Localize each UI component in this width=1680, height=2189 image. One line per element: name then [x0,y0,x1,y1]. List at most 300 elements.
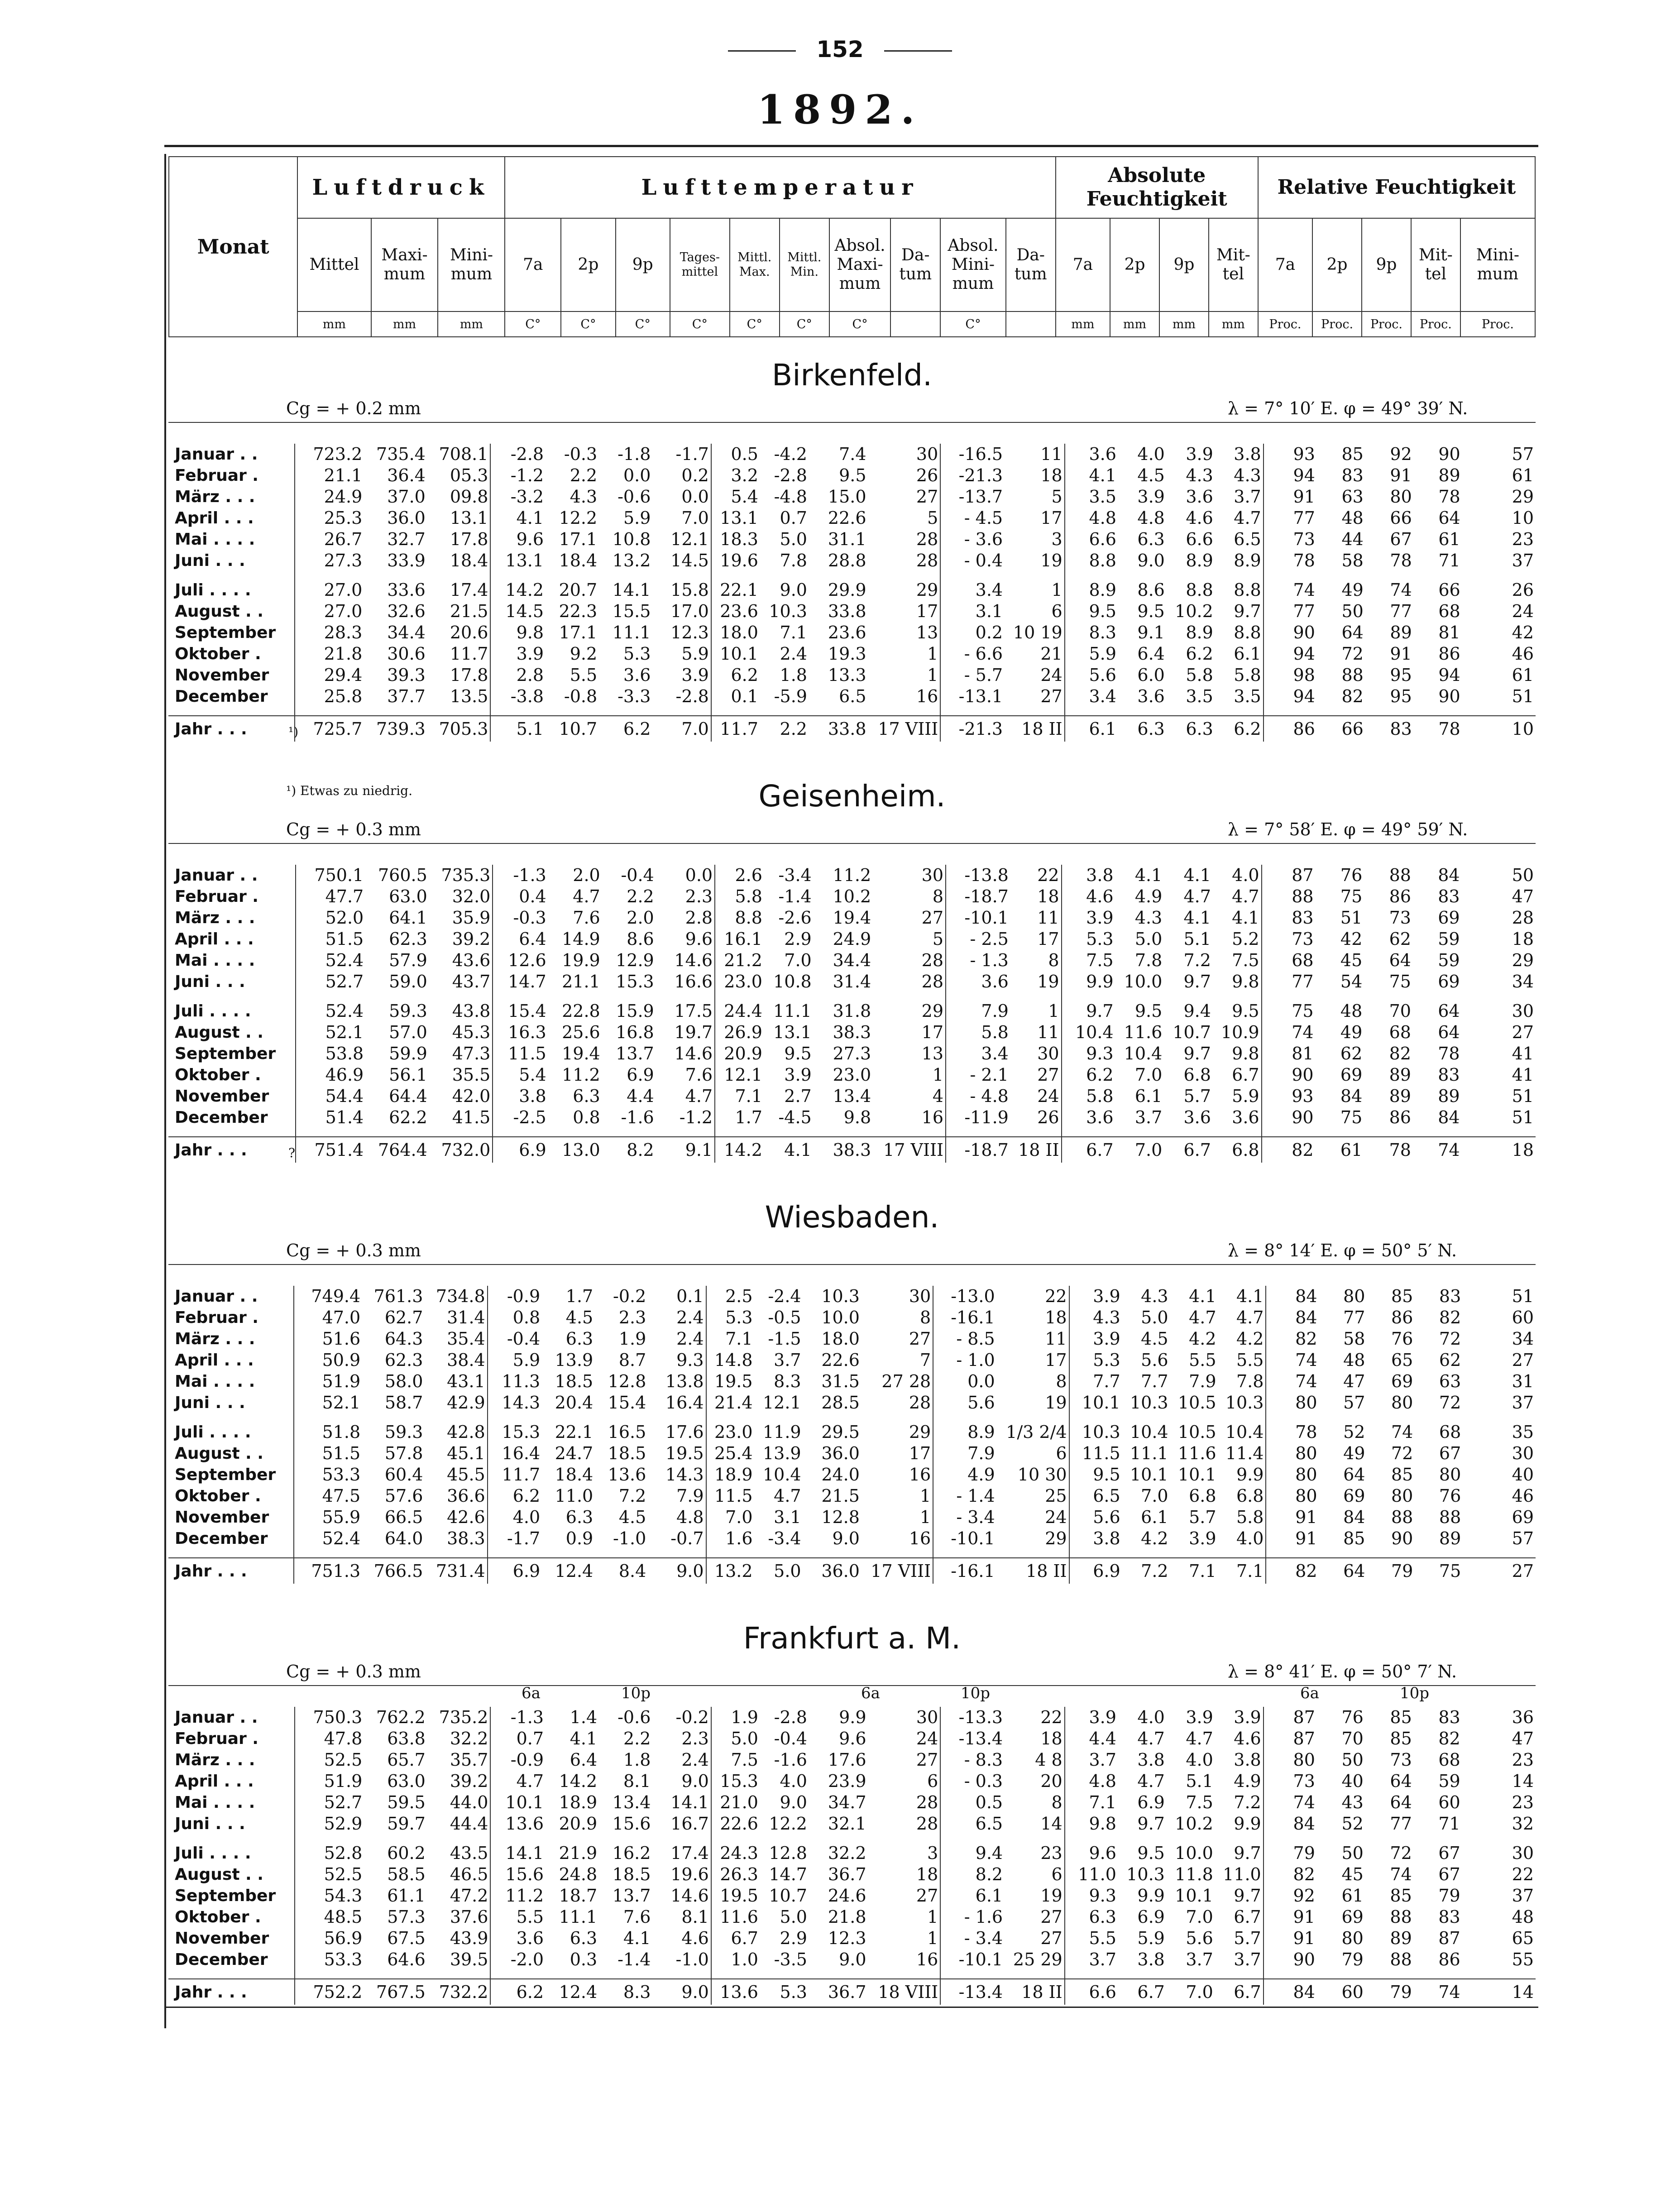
table-cell: 29.5 [821,1422,860,1442]
table-cell: 6.3 [565,1329,594,1349]
table-cell: 13 [921,1044,944,1063]
table-cell: 735.2 [439,1707,488,1727]
table-cell: 76 [1340,865,1363,885]
table-cell: 5.5 [490,1906,546,1928]
table-cell: 6.3 [1137,529,1165,549]
table-cell: 766.5 [362,1558,425,1584]
table-cell: 6.1 [1134,1086,1163,1106]
table-cell: 22.3 [559,601,598,621]
header-col: 2p [561,218,615,311]
table-cell: 9.5 [1137,1843,1165,1863]
table-row [168,643,1536,665]
table-cell: 3.8 [1234,444,1261,464]
table-cell: 0.1 [711,686,760,707]
table-cell: 26.7 [295,529,364,550]
table-cell: 47.8 [295,1728,364,1749]
table-cell: 77 [1264,601,1317,622]
table-cell: 20.6 [450,623,488,642]
table-cell: 43.8 [452,1001,491,1021]
table-cell: 4.7 [1234,508,1261,528]
table-cell: 63.0 [387,1771,426,1791]
table-cell: 7.6 [573,908,600,928]
month-label: Juli . . . . [175,1423,251,1442]
table-cell: 6.9 [493,1137,548,1163]
table-cell: 11.6 [1177,1443,1216,1463]
header-unit: C° [561,311,615,337]
table-cell: 23 [1512,1792,1534,1812]
table-cell: 5.8 [946,1022,1010,1043]
table-cell: 7.9 [933,1443,996,1464]
table-cell: 10.1 [490,1792,546,1813]
table-cell: 94 [1264,465,1317,486]
table-cell: 7.9 [1189,1371,1216,1391]
table-cell: 69 [1343,1486,1365,1506]
table-cell: 89 [1438,1086,1460,1106]
row-gap [168,992,1536,1001]
month-label: Januar . . [175,445,258,464]
table-cell: 7.2 [1234,1792,1261,1812]
table-cell: 64 [1390,1771,1412,1791]
table-cell: 60 [1317,1979,1365,2005]
table-cell: -21.3 [940,465,1005,486]
table-cell: 12.8 [769,1843,807,1863]
table-cell: 2.2 [623,1729,651,1748]
table-cell: 58.7 [384,1393,423,1413]
station-rule [168,1685,1536,1686]
table-cell: 10 19 [1013,623,1063,642]
table-cell: 70 [1389,1001,1411,1021]
table-cell: 7.5 [1186,1792,1213,1812]
table-cell: 27 28 [881,1371,931,1391]
table-cell: 6.7 [1118,1979,1167,2005]
table-cell: 5.0 [755,1558,803,1584]
year-total-row [168,1137,1536,1163]
table-cell: 15.3 [711,1771,760,1792]
table-cell: 11.9 [762,1422,801,1442]
month-label: März . . . [175,1330,255,1348]
table-cell: - 3.6 [940,529,1005,550]
time-mark: 6a [1300,1684,1319,1702]
table-cell: 6.3 [573,1086,600,1106]
table-row [168,1043,1536,1064]
table-cell: 4.2 [1236,1329,1264,1349]
table-cell: 4.1 [1189,1286,1216,1306]
month-label: September [175,1044,276,1063]
table-cell: 30 [916,1707,938,1727]
table-cell: 5.9 [1137,1928,1165,1948]
table-cell: 8.4 [595,1558,648,1584]
table-cell: 87 [1438,1928,1460,1948]
table-cell: 4.7 [774,1486,801,1506]
table-cell: 37 [1512,1393,1534,1413]
table-cell: -3.4 [778,865,812,885]
table-cell: 11.5 [1069,1443,1122,1464]
table-cell: 57 [1512,444,1534,464]
row-gap [168,571,1536,580]
table-cell: 6.1 [1065,716,1118,742]
table-cell: 0.7 [780,508,807,528]
header-unit: Proc. [1312,311,1362,337]
table-cell: 25.6 [562,1022,600,1042]
table-cell: 1 [927,665,938,685]
table-cell: 11 [1045,1329,1067,1349]
table-cell: 14.2 [490,580,546,601]
table-cell: -16.1 [933,1307,996,1328]
table-cell: 57.8 [384,1443,423,1463]
table-cell: 19.5 [706,1371,755,1392]
table-cell: 13.9 [762,1443,801,1463]
table-cell: 73 [1264,529,1317,550]
table-cell: 52.7 [296,971,365,992]
table-cell: 28 [921,972,944,992]
table-cell: 11.4 [1225,1443,1264,1463]
table-cell: 80 [1266,1464,1319,1485]
table-cell: 84 [1438,865,1460,885]
table-row [168,1728,1536,1749]
header-col: Mini-mum [438,218,505,311]
time-mark: 6a [522,1684,541,1702]
table-cell: 5.8 [1234,665,1261,685]
table-cell: 12.1 [715,1064,764,1086]
table-cell: 84 [1340,1086,1363,1106]
table-cell: 18 [1037,886,1059,906]
table-cell: 85 [1390,1707,1412,1727]
table-cell: 7.0 [1167,1979,1215,2005]
table-cell: 12.1 [670,529,709,549]
table-row [168,1371,1536,1392]
table-row [168,550,1536,571]
table-cell: 17.6 [665,1422,704,1442]
table-cell: 13.1 [711,508,760,529]
month-label: September [175,1887,276,1905]
table-cell: 9.4 [1183,1001,1211,1021]
table-cell: 2.0 [627,908,654,928]
table-cell: 4.1 [1236,1286,1264,1306]
table-cell: 6.3 [1118,716,1167,742]
table-cell: 6.2 [1186,644,1213,664]
table-cell: 9.6 [685,929,713,949]
table-cell: 9.7 [1183,1044,1211,1063]
table-cell: 6.3 [570,1928,598,1948]
table-cell: 13.1 [490,550,546,571]
header-col: Tages-mittel [670,218,730,311]
table-cell: 27 [1040,1907,1063,1927]
table-cell: 91 [1266,1528,1319,1549]
table-cell: 65.7 [387,1750,426,1770]
table-row [168,1001,1536,1022]
table-cell: 35.9 [452,908,491,928]
table-cell: 88 [1439,1507,1461,1527]
header-unit: C° [616,311,670,337]
table-cell: 6.3 [1065,1906,1118,1928]
station-rule [168,843,1536,844]
table-cell: -1.0 [675,1950,709,1969]
table-cell: 69 [1341,1907,1364,1927]
table-cell: 47.2 [450,1886,488,1906]
table-cell: 13.7 [612,1886,651,1906]
table-cell: 70 [1341,1729,1364,1748]
table-cell: 7.8 [1134,950,1163,970]
table-cell: 8.8 [1234,623,1261,642]
table-cell: 25 [1045,1486,1067,1506]
table-cell: 87 [1262,865,1316,886]
table-cell: 90 [1438,686,1460,706]
table-cell: 4.5 [1137,465,1165,485]
table-cell: 0.0 [623,465,651,485]
table-cell: 79 [1264,1843,1317,1864]
table-cell: 27.3 [833,1044,871,1063]
table-cell: 10.4 [1225,1422,1264,1442]
table-cell: 34 [1512,972,1534,992]
table-cell: 9.5 [1065,601,1118,622]
table-cell: 11.0 [555,1486,594,1506]
table-cell: 74 [1413,1137,1462,1163]
header-unit: mm [438,311,505,337]
table-cell: 7.0 [681,508,709,528]
table-cell: 762.2 [376,1707,426,1727]
table-cell: 42 [1340,929,1363,949]
month-label: Januar . . [175,1708,258,1727]
table-cell: 6.8 [1236,1486,1264,1506]
barometer-correction: Cg = + 0.3 mm [286,1662,421,1681]
table-cell: 9.0 [681,1771,709,1791]
table-cell: 48 [1340,1001,1363,1021]
table-cell: 3.9 [1137,487,1165,507]
table-cell: 74 [1390,1864,1412,1884]
table-cell: 46.9 [296,1064,365,1086]
table-cell: 4.6 [681,1928,709,1948]
table-cell: 6 [1051,1864,1063,1884]
table-cell: 18 II [1010,1137,1062,1163]
table-cell: 9.7 [1183,972,1211,992]
table-cell: 9.3 [1062,1043,1115,1064]
table-cell: 28 [1512,908,1534,928]
table-cell: 3.7 [1186,1950,1213,1969]
table-cell: 27 [1040,686,1063,706]
table-row [168,1507,1536,1528]
table-cell: 751.3 [294,1558,363,1584]
table-cell: 45.3 [452,1022,491,1042]
table-cell: 47.7 [296,886,365,907]
header-unit: C° [829,311,890,337]
table-cell: 30 [1512,1443,1534,1463]
table-row [168,971,1536,992]
table-cell: 39.2 [450,1771,488,1791]
table-cell: -21.3 [940,716,1005,742]
table-cell: 8.3 [599,1979,652,2005]
table-cell: 9.9 [1234,1814,1261,1834]
table-cell: 16 [909,1528,931,1548]
header-unit: Proc. [1258,311,1312,337]
table-cell: 18.4 [555,1465,594,1485]
table-cell: - 1.3 [946,950,1010,971]
table-cell: 14.3 [488,1392,542,1413]
table-cell: 3.7 [1234,487,1261,507]
table-cell: 72 [1390,1843,1412,1863]
table-cell: 51.6 [294,1328,363,1350]
table-cell: 6.2 [488,1485,542,1507]
table-cell: 735.4 [376,444,426,464]
table-cell: 23.6 [828,623,866,642]
table-cell: 0.8 [573,1107,600,1127]
table-cell: 7.0 [1141,1486,1168,1506]
table-row [168,601,1536,622]
table-cell: 4.1 [1232,908,1259,928]
table-cell: 8.6 [627,929,654,949]
table-cell: 14.8 [706,1350,755,1371]
table-cell: 5.1 [1186,1771,1213,1791]
table-cell: 7.5 [711,1749,760,1771]
table-cell: 60.2 [387,1843,426,1863]
table-cell: 9.3 [676,1350,704,1370]
table-cell: 19 [1040,551,1063,570]
station-block [168,1612,1536,2019]
station-block [168,770,1536,1177]
table-cell: 7.1 [1065,1792,1118,1813]
table-cell: 9.8 [490,622,546,643]
table-cell: 19.5 [665,1443,704,1463]
footnote-mark: ? [288,1145,296,1160]
table-cell: 64.6 [387,1950,426,1969]
table-cell: 2.8 [685,908,713,928]
table-row [168,1707,1536,1728]
month-label: December [175,687,268,706]
table-cell: 3.8 [1234,1750,1261,1770]
table-cell: 10.4 [762,1465,801,1485]
table-cell: 29 [909,1422,931,1442]
table-cell: 11.1 [612,623,651,642]
table-cell: 82 [1341,686,1364,706]
month-label: Jahr . . . [168,1558,294,1584]
table-cell: 7.0 [784,950,812,970]
table-cell: 4.1 [1065,465,1118,486]
table-cell: 52.1 [296,1022,365,1043]
table-row [168,1928,1536,1949]
table-cell: 43 [1341,1792,1364,1812]
month-label: April . . . [175,930,254,948]
table-cell: 5.2 [1232,929,1259,949]
table-cell: 3.7 [1065,1949,1118,1970]
table-cell: 90 [1438,444,1460,464]
table-cell: 13.2 [612,551,651,570]
table-cell: 732.2 [427,1979,491,2005]
table-cell: 69 [1512,1507,1534,1527]
table-cell: 90 [1264,622,1317,643]
table-cell: 1 [920,1507,931,1527]
table-cell: 85 [1341,444,1364,464]
table-cell: 32.2 [828,1843,866,1863]
table-cell: 6.6 [1065,1979,1118,2005]
table-cell: 77 [1390,1814,1412,1834]
table-cell: 725.7 [295,716,364,742]
table-cell: 23.6 [711,601,760,622]
table-cell: 6.1 [1141,1507,1168,1527]
table-cell: 2.8 [490,665,546,686]
table-cell: 5.0 [780,529,807,549]
table-cell: 2.4 [676,1329,704,1349]
table-cell: 8.9 [1186,623,1213,642]
table-row [168,886,1536,907]
table-cell: 4.7 [573,886,600,906]
month-label: Oktober . [175,1066,261,1084]
table-cell: 16 [916,686,938,706]
table-cell: 81 [1438,623,1460,642]
table-cell: 3.6 [1065,444,1118,465]
table-cell: 43.1 [447,1371,485,1391]
table-cell: 16.5 [608,1422,646,1442]
table-cell: 41.5 [452,1107,491,1127]
month-label: Jahr . . . [168,1137,296,1163]
table-cell: 35.4 [447,1329,485,1349]
table-cell: 68 [1262,950,1316,971]
table-cell: 52 [1341,1814,1364,1834]
table-cell: 66.5 [384,1507,423,1527]
table-cell: 84 [1266,1286,1319,1307]
month-label: November [175,666,269,685]
table-cell: 78 [1266,1422,1319,1443]
month-label: December [175,1108,268,1127]
table-cell: 73 [1262,929,1316,950]
table-cell: 79 [1367,1558,1415,1584]
table-cell: 17 [1040,508,1063,528]
table-cell: 10.3 [1126,1864,1165,1884]
table-cell: 9.9 [839,1707,866,1727]
table-cell: 4.2 [1189,1329,1216,1349]
table-cell: 61.1 [387,1886,426,1906]
time-mark: 6a [861,1684,880,1702]
table-cell: 10.7 [769,1886,807,1906]
table-cell: 2.6 [715,865,764,886]
table-cell: 5.7 [1189,1507,1216,1527]
table-cell: 86 [1438,644,1460,664]
table-cell: 27 [1512,1350,1534,1370]
table-cell: 85 [1390,1729,1412,1748]
table-row [168,622,1536,643]
table-cell: 42 [1512,623,1534,642]
table-cell: 85 [1343,1528,1365,1548]
header-unit: mm [1056,311,1110,337]
table-cell: 10.3 [821,1286,860,1306]
table-cell: 11.2 [833,865,871,885]
table-cell: 76 [1341,1707,1364,1727]
table-cell: 21.0 [711,1792,760,1813]
table-cell: 6.9 [627,1065,654,1085]
month-label: November [175,1087,269,1106]
table-cell: 5.6 [1069,1507,1122,1528]
table-cell: 8.8 [1234,580,1261,600]
month-label: Mai . . . . [175,530,255,549]
table-cell: 52.1 [294,1392,363,1413]
table-cell: 19.4 [833,908,871,928]
table-cell: 64 [1438,1022,1460,1042]
table-cell: 4.2 [1141,1528,1168,1548]
table-cell: -3.4 [768,1528,801,1548]
table-cell: 12.8 [821,1507,860,1527]
table-cell: - 1.6 [940,1906,1005,1928]
table-cell: -0.2 [675,1707,709,1727]
table-cell: 8.8 [715,907,764,929]
table-cell: 64.0 [384,1528,423,1548]
table-cell: 24 [1512,601,1534,621]
table-cell: 74 [1264,580,1317,601]
table-cell: 731.4 [425,1558,487,1584]
table-cell: 11.3 [488,1371,542,1392]
table-cell: -13.1 [940,686,1005,707]
station-data-table [168,1286,1536,1584]
table-cell: 21.5 [450,601,488,621]
table-cell: 33.8 [809,716,868,742]
table-cell: 80 [1390,487,1412,507]
